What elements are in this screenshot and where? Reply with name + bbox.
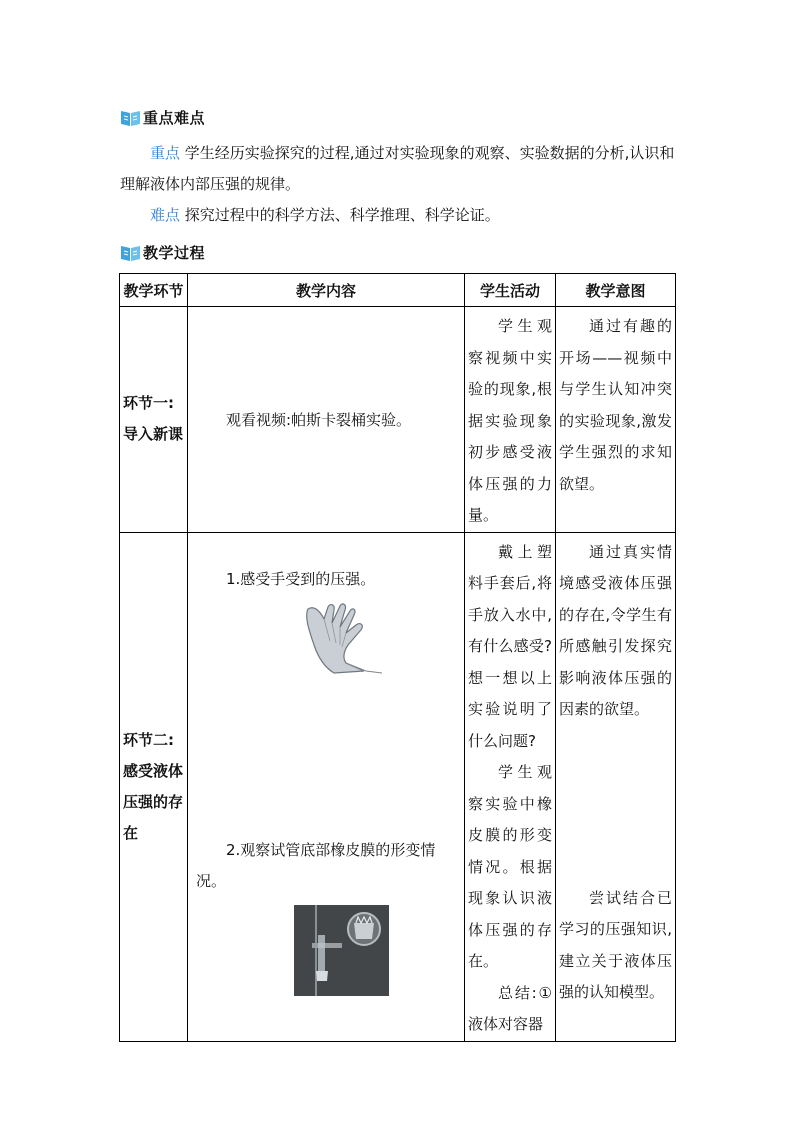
intent-cell bbox=[556, 532, 676, 1041]
header-cell: 教学环节 bbox=[120, 274, 188, 307]
teaching-process-table bbox=[119, 273, 676, 1042]
book-icon bbox=[120, 108, 141, 127]
activity-cell bbox=[465, 532, 556, 1041]
content-text: 2.观察试管底部橡皮膜的形变情况。 bbox=[196, 840, 436, 890]
difficulty-paragraph bbox=[120, 200, 676, 231]
header-cell: 教学内容 bbox=[188, 274, 465, 307]
content-text: 观看视频:帕斯卡裂桶实验。 bbox=[226, 410, 412, 429]
focus-paragraph bbox=[120, 138, 676, 200]
gloved-hand-photo bbox=[294, 601, 389, 675]
process-heading bbox=[120, 241, 205, 263]
stage-cell: 环节二:感受液体压强的存在 bbox=[120, 532, 188, 1041]
section-title: 教学过程 bbox=[143, 243, 206, 262]
stage-cell: 环节一:导入新课 bbox=[120, 307, 188, 533]
key-points-heading bbox=[120, 106, 205, 128]
table-row bbox=[120, 307, 676, 533]
activity-text: 戴上塑料手套后,将手放入水中,有什么感受?想一想以上实验说明了什么问题? bbox=[468, 542, 552, 750]
content-cell bbox=[188, 307, 465, 533]
difficulty-text: 探究过程中的科学方法、科学推理、科学论证。 bbox=[184, 206, 500, 224]
content-text: 1.感受手受到的压强。 bbox=[226, 569, 376, 588]
section-title: 重点难点 bbox=[143, 108, 206, 127]
activity-text: 总结:①液体对容器 bbox=[468, 983, 552, 1033]
focus-label: 重点 bbox=[150, 144, 181, 162]
difficulty-label: 难点 bbox=[150, 206, 181, 224]
intent-text: 通过真实情境感受液体压强的存在,令学生有所感触引发探究影响液体压强的因素的欲望。 bbox=[559, 542, 672, 718]
activity-cell: 学生观察视频中实验的现象,根据实验现象初步感受液体压强的力量。 bbox=[465, 307, 556, 533]
focus-text: 学生经历实验探究的过程,通过对实验现象的观察、实验数据的分析,认识和理解液体内部压强的规律。 bbox=[120, 144, 675, 193]
header-cell: 教学意图 bbox=[556, 274, 676, 307]
test-tube-rubber-membrane-photo bbox=[294, 905, 389, 996]
table-row bbox=[120, 532, 676, 1041]
intent-text: 尝试结合已学习的压强知识,建立关于液体压强的认知模型。 bbox=[559, 888, 672, 1001]
table-header-row bbox=[120, 274, 676, 307]
activity-text: 学生观察实验中橡皮膜的形变情况。根据现象认识液体压强的存在。 bbox=[468, 763, 552, 970]
header-cell: 学生活动 bbox=[465, 274, 556, 307]
book-icon bbox=[120, 243, 141, 262]
content-cell bbox=[188, 532, 465, 1041]
intent-cell: 通过有趣的开场——视频中与学生认知冲突的实验现象,激发学生强烈的求知欲望。 bbox=[556, 307, 676, 533]
